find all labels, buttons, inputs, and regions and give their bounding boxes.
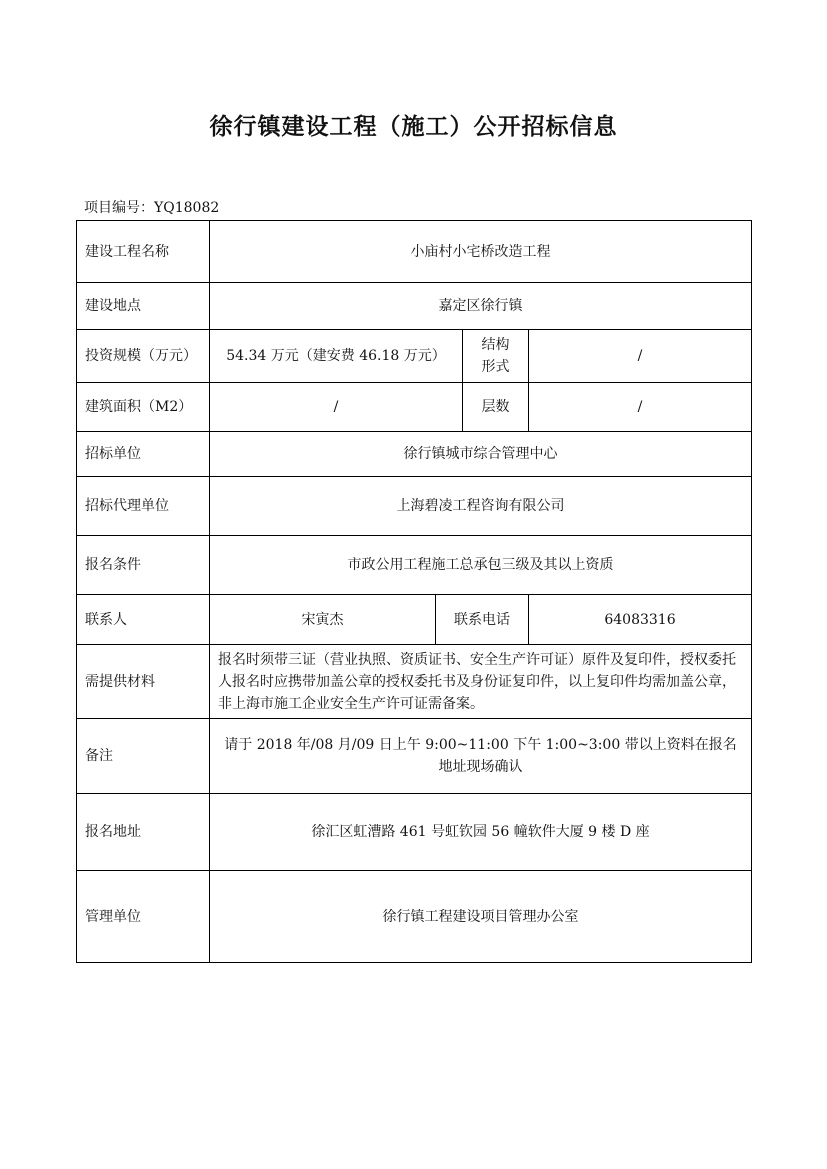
label-location: 建设地点 <box>77 283 210 330</box>
value-remarks: 请于 2018 年/08 月/09 日上午 9:00~11:00 下午 1:00~3:00 带以上资料在报名地址现场确认 <box>210 719 752 794</box>
value-location: 嘉定区徐行镇 <box>210 283 752 330</box>
tender-info-table <box>76 220 752 963</box>
value-investment: 54.34 万元（建安费 46.18 万元） <box>210 330 463 383</box>
value-project-name: 小庙村小宅桥改造工程 <box>210 221 752 283</box>
label-management: 管理单位 <box>77 871 210 963</box>
label-contact: 联系人 <box>77 595 210 645</box>
value-qualification: 市政公用工程施工总承包三级及其以上资质 <box>210 536 752 595</box>
row-area <box>77 383 752 432</box>
value-contact: 宋寅杰 <box>210 595 436 645</box>
row-remarks <box>77 719 752 794</box>
row-contact <box>77 595 752 645</box>
value-tenderer: 徐行镇城市综合管理中心 <box>210 432 752 477</box>
row-agent <box>77 477 752 536</box>
label-project-name: 建设工程名称 <box>77 221 210 283</box>
label-agent: 招标代理单位 <box>77 477 210 536</box>
row-address <box>77 794 752 871</box>
row-project-name <box>77 221 752 283</box>
value-agent: 上海碧凌工程咨询有限公司 <box>210 477 752 536</box>
value-management: 徐行镇工程建设项目管理办公室 <box>210 871 752 963</box>
row-qualification <box>77 536 752 595</box>
project-number: 项目编号：YQ18082 <box>84 200 220 216</box>
label-tenderer: 招标单位 <box>77 432 210 477</box>
label-area: 建筑面积（M2） <box>77 383 210 432</box>
value-area: / <box>210 383 463 432</box>
row-investment <box>77 330 752 383</box>
value-floors: / <box>529 383 752 432</box>
label-structure-form <box>463 330 529 383</box>
label-address: 报名地址 <box>77 794 210 871</box>
page-title: 徐行镇建设工程（施工）公开招标信息 <box>209 113 618 140</box>
label-structure-form-line1: 结构 <box>481 337 510 353</box>
label-remarks: 备注 <box>77 719 210 794</box>
label-materials: 需提供材料 <box>77 645 210 719</box>
row-tenderer <box>77 432 752 477</box>
row-materials <box>77 645 752 719</box>
value-address: 徐汇区虹漕路 461 号虹钦园 56 幢软件大厦 9 楼 D 座 <box>210 794 752 871</box>
row-location <box>77 283 752 330</box>
label-phone: 联系电话 <box>436 595 529 645</box>
row-management <box>77 871 752 963</box>
label-structure-form-line2: 形式 <box>481 359 510 375</box>
value-materials: 报名时须带三证（营业执照、资质证书、安全生产许可证）原件及复印件，授权委托人报名时应携带加盖公章的授权委托书及身份证复印件，以上复印件均需加盖公章，非上海市施工企业安全生产许可证需备案。 <box>210 645 752 719</box>
label-qualification: 报名条件 <box>77 536 210 595</box>
label-investment: 投资规模（万元） <box>77 330 210 383</box>
value-structure-form: / <box>529 330 752 383</box>
label-floors: 层数 <box>463 383 529 432</box>
value-phone: 64083316 <box>529 595 752 645</box>
